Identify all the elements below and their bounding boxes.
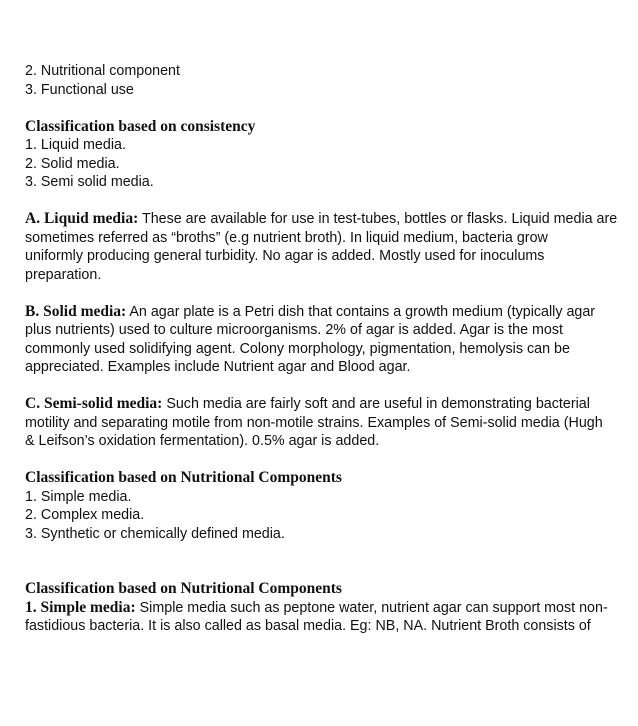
paragraph-lead: 1. Simple media: (25, 598, 136, 616)
paragraph-lead: A. Liquid media: (25, 210, 139, 227)
list-item: 2. Solid media. (25, 155, 120, 172)
list-item: 2. Nutritional component (25, 63, 180, 79)
section-heading: Classification based on consistency (25, 117, 256, 135)
paragraph-text: These are available for use in test-tubes, bottles or flasks. Liquid media are (138, 211, 618, 227)
list-item: 2. Complex media. (25, 507, 145, 523)
list-item: 3. Semi solid media. (25, 174, 154, 190)
paragraph-text: Simple media such as peptone water, nutrient agar can support most non- (135, 599, 608, 616)
list-item: 3. Functional use (25, 81, 134, 98)
nutritional-section (25, 469, 620, 543)
paragraph-text: & Leifson’s oxidation fermentation). 0.5% agar is added. (25, 433, 380, 449)
paragraph-text: Such media are fairly soft and are useful in demonstrating bacterial (162, 396, 590, 412)
paragraph-lead: C. Semi-solid media: (25, 395, 163, 412)
paragraph-text: preparation. (25, 266, 102, 283)
consistency-section (25, 118, 620, 192)
liquid-media-paragraph (25, 210, 620, 284)
section-heading: Classification based on Nutritional Components (25, 580, 342, 597)
document-page (25, 62, 620, 636)
paragraph-text: An agar plate is a Petri dish that contains a growth medium (typically agar (126, 303, 596, 320)
paragraph-text: motility and separating motile from non-motile strains. Examples of Semi-solid media (Hugh (25, 414, 603, 431)
paragraph-text: appreciated. Examples include Nutrient agar and Blood agar. (25, 359, 411, 375)
section-heading: Classification based on Nutritional Components (25, 469, 342, 486)
intro-list (25, 62, 620, 99)
paragraph-text: uniformly producing general turbidity. No agar is added. Mostly used for inoculums (25, 248, 545, 264)
list-item: 1. Liquid media. (25, 137, 126, 153)
list-item: 1. Simple media. (25, 488, 132, 505)
solid-media-paragraph (25, 303, 620, 377)
paragraph-text: fastidious bacteria. It is also called as basal media. Eg: NB, NA. Nutrient Broth consists of (25, 618, 591, 634)
paragraph-lead: B. Solid media: (25, 302, 127, 320)
nutritional-section-2 (25, 580, 620, 636)
paragraph-text: plus nutrients) used to culture microorganisms. 2% of agar is added. Agar is the most (25, 322, 563, 338)
paragraph-text: sometimes referred as “broths” (e.g nutrient broth). In liquid medium, bacteria grow (25, 229, 548, 246)
list-item: 3. Synthetic or chemically defined media. (25, 525, 285, 542)
paragraph-text: commonly used solidifying agent. Colony morphology, pigmentation, hemolysis can be (25, 340, 570, 357)
semisolid-media-paragraph (25, 395, 620, 451)
